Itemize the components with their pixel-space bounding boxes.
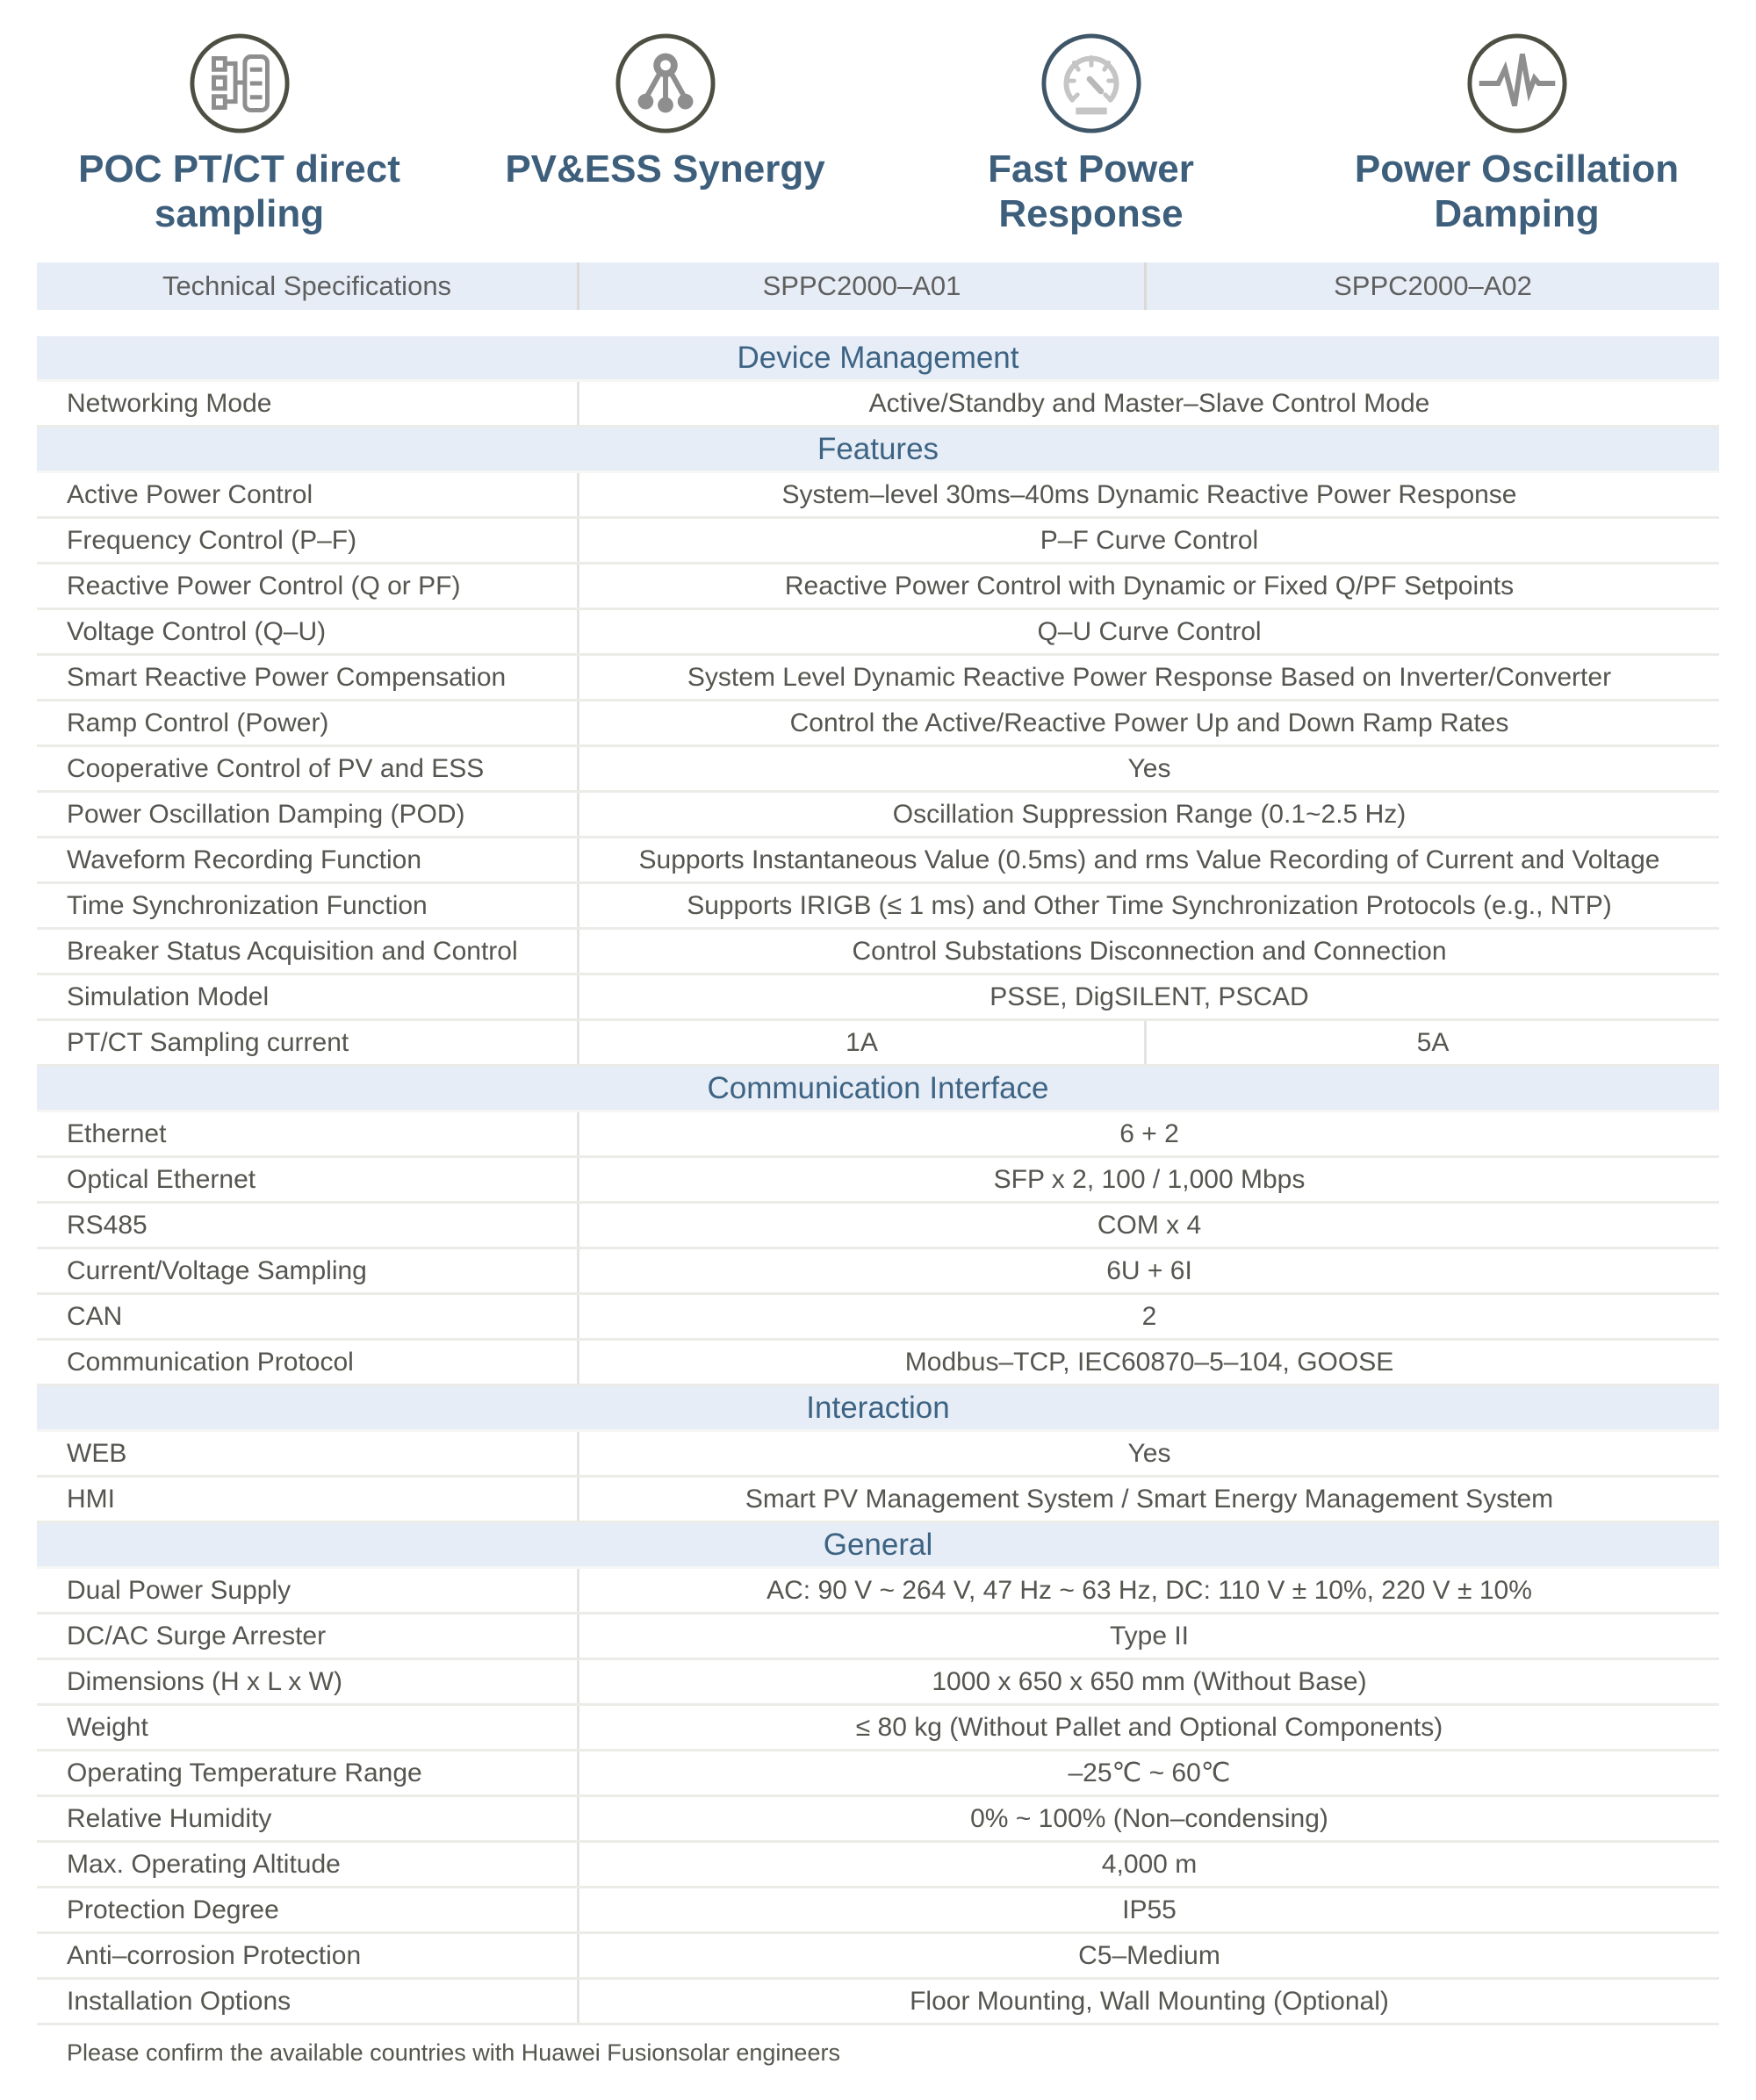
spec-label: RS485 [37,1204,579,1247]
spec-label: Protection Degree [37,1888,579,1931]
header-technical-specifications: Technical Specifications [37,262,579,310]
spec-label: Ethernet [37,1112,579,1155]
spec-row-networking-mode [37,382,1719,428]
spec-row-ramp-control-power [37,701,1719,747]
spec-label: CAN [37,1295,579,1338]
spec-header-row [37,262,1719,310]
spec-value: System–level 30ms–40ms Dynamic Reactive Power Response [781,479,1517,509]
feature-label: Power Oscillation Damping [1354,147,1680,235]
spec-value: SFP x 2, 100 / 1,000 Mbps [993,1164,1306,1194]
spec-value: 6U + 6I [1106,1255,1192,1285]
spec-row-relative-humidity [37,1797,1719,1843]
spec-row-dc-ac-surge-arrester [37,1615,1719,1660]
spec-label: Waveform Recording Function [37,838,579,881]
spec-label: Optical Ethernet [37,1158,579,1201]
spec-value-a02: 5A [1416,1027,1450,1057]
footer-note: Please confirm the available countries with Huawei Fusionsolar engineers [67,2039,840,2067]
spec-row-cooperative-control-of-pv-and-ess [37,747,1719,793]
spec-label: Simulation Model [37,975,579,1018]
spec-label: Frequency Control (P–F) [37,519,579,562]
spec-value: C5–Medium [1078,1940,1220,1970]
fast-power-gauge-icon [1040,32,1143,135]
spec-row-reactive-power-control-q-or-pf [37,565,1719,610]
spec-row-breaker-status-acquisition-and-control [37,930,1719,975]
spec-label: Networking Mode [37,382,579,425]
spec-row-dual-power-supply [37,1569,1719,1615]
spec-value: Control the Active/Reactive Power Up and Down Ramp Rates [789,708,1509,737]
spec-label: Anti–corrosion Protection [37,1934,579,1977]
spec-row-ethernet [37,1112,1719,1158]
spec-label: Voltage Control (Q–U) [37,610,579,653]
spec-value: Floor Mounting, Wall Mounting (Optional) [910,1986,1389,2016]
spec-row-power-oscillation-damping-pod [37,793,1719,838]
spec-value: Active/Standby and Master–Slave Control Mode [868,388,1430,418]
spec-label: PT/CT Sampling current [37,1021,579,1064]
spec-value: 6 + 2 [1119,1118,1179,1148]
feature-label: Fast Power Response [988,147,1194,235]
spec-row-hmi [37,1478,1719,1523]
spec-row-installation-options [37,1980,1719,2025]
spec-label: Weight [37,1706,579,1749]
spec-row-protection-degree [37,1888,1719,1934]
feature-poc-ptct-sampling [26,32,452,236]
spec-value: Control Substations Disconnection and Connection [852,936,1447,966]
spec-row-dimensions-h-x-l-x-w [37,1660,1719,1706]
spec-label: Time Synchronization Function [37,884,579,927]
spec-value: 1000 x 650 x 650 mm (Without Base) [932,1666,1367,1696]
spec-value: Reactive Power Control with Dynamic or Fixed Q/PF Setpoints [784,571,1515,601]
spec-label: Active Power Control [37,473,579,516]
spec-label: Ramp Control (Power) [37,701,579,744]
spec-value: ≤ 80 kg (Without Pallet and Optional Components) [855,1712,1443,1742]
spec-row-pt-ct-sampling-current [37,1021,1719,1067]
spec-label: Smart Reactive Power Compensation [37,656,579,699]
section-title-general: General [37,1523,1719,1569]
spec-row-weight [37,1706,1719,1751]
spec-value: Yes [1127,753,1171,783]
spec-row-current-voltage-sampling [37,1249,1719,1295]
feature-pv-ess-synergy [452,32,878,236]
spec-value: Smart PV Management System / Smart Energy Management System [745,1484,1554,1514]
spec-label: Communication Protocol [37,1341,579,1384]
spec-value: 4,000 m [1101,1849,1198,1879]
spec-value: P–F Curve Control [1040,525,1259,555]
spec-value: 0% ~ 100% (Non–condensing) [970,1803,1328,1833]
spec-row-active-power-control [37,473,1719,519]
spec-label: Power Oscillation Damping (POD) [37,793,579,836]
section-title-interaction: Interaction [37,1386,1719,1432]
spec-value: System Level Dynamic Reactive Power Response Based on Inverter/Converter [687,662,1612,692]
spec-table-body [37,336,1719,2025]
spec-label: Operating Temperature Range [37,1751,579,1794]
spec-value: Yes [1127,1438,1171,1468]
section-title-features: Features [37,428,1719,473]
spec-value: PSSE, DigSILENT, PSCAD [990,982,1309,1011]
spec-label: Breaker Status Acquisition and Control [37,930,579,973]
feature-label: POC PT/CT direct sampling [78,147,400,235]
spec-label: Reactive Power Control (Q or PF) [37,565,579,608]
spec-value: Modbus–TCP, IEC60870–5–104, GOOSE [904,1347,1394,1377]
feature-power-oscillation-damping [1304,32,1730,236]
spec-row-operating-temperature-range [37,1751,1719,1797]
spec-label: DC/AC Surge Arrester [37,1615,579,1658]
spec-value: 2 [1141,1301,1157,1331]
spec-value: Supports Instantaneous Value (0.5ms) and rms Value Recording of Current and Voltage [638,845,1660,874]
spec-value: IP55 [1122,1895,1177,1924]
spec-label: HMI [37,1478,579,1521]
power-oscillation-pulse-icon [1465,32,1569,135]
spec-value: –25℃ ~ 60℃ [1068,1758,1231,1788]
spec-label: Relative Humidity [37,1797,579,1840]
spec-row-max-operating-altitude [37,1843,1719,1888]
spec-row-frequency-control-p-f [37,519,1719,565]
spec-label: Current/Voltage Sampling [37,1249,579,1292]
poc-ptct-sampling-icon [188,32,291,135]
spec-label: WEB [37,1432,579,1475]
feature-fast-power-response [878,32,1304,236]
spec-value: Q–U Curve Control [1037,616,1262,646]
spec-row-communication-protocol [37,1341,1719,1386]
section-title-communication-interface: Communication Interface [37,1067,1719,1112]
spec-label: Dimensions (H x L x W) [37,1660,579,1703]
spec-row-voltage-control-q-u [37,610,1719,656]
spec-value: Oscillation Suppression Range (0.1~2.5 Hz) [892,799,1407,829]
section-title-device-management: Device Management [37,336,1719,382]
spec-label: Installation Options [37,1980,579,2023]
spec-value: AC: 90 V ~ 264 V, 47 Hz ~ 63 Hz, DC: 110 V ± 10%, 220 V ± 10% [766,1575,1532,1605]
spec-row-simulation-model [37,975,1719,1021]
header-model-a02: SPPC2000–A02 [1334,270,1532,302]
spec-row-web [37,1432,1719,1478]
header-model-a01: SPPC2000–A01 [579,262,1147,310]
spec-row-anti-corrosion-protection [37,1934,1719,1980]
features-bar [0,0,1756,236]
spec-row-can [37,1295,1719,1341]
spec-value: COM x 4 [1097,1210,1202,1240]
spec-label: Max. Operating Altitude [37,1843,579,1886]
spec-row-time-synchronization-function [37,884,1719,930]
pv-ess-synergy-icon [614,32,717,135]
spec-label: Cooperative Control of PV and ESS [37,747,579,790]
spec-row-waveform-recording-function [37,838,1719,884]
spec-label: Dual Power Supply [37,1569,579,1612]
spec-row-optical-ethernet [37,1158,1719,1204]
spec-value-a01: 1A [579,1021,1147,1064]
header-gap [0,310,1756,336]
spec-row-smart-reactive-power-compensation [37,656,1719,701]
spec-value: Supports IRIGB (≤ 1 ms) and Other Time Synchronization Protocols (e.g., NTP) [687,890,1612,920]
spec-value: Type II [1109,1621,1190,1651]
feature-label: PV&ESS Synergy [505,147,825,191]
spec-row-rs485 [37,1204,1719,1249]
